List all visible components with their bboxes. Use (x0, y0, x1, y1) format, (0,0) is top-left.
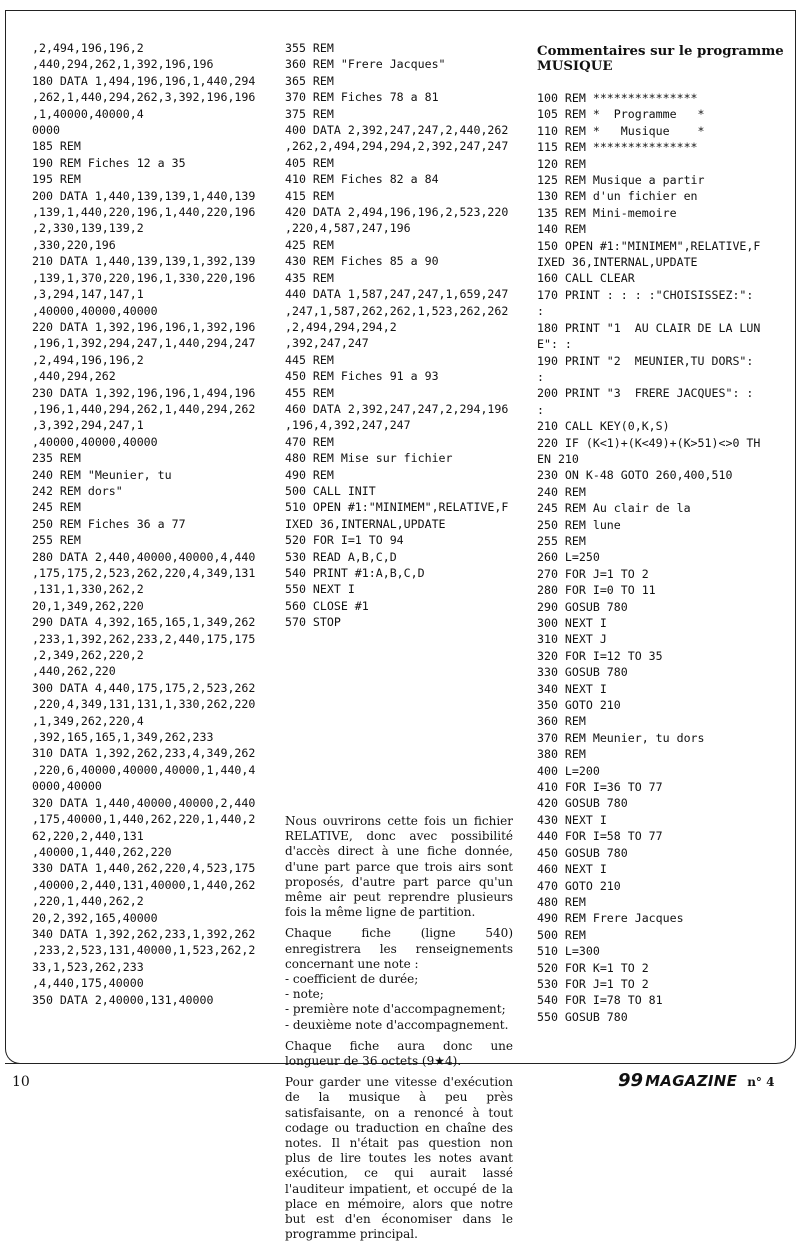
code-line: 0000,40000 (32, 779, 102, 794)
code-line: 480 REM Mise sur fichier (285, 451, 453, 466)
code-line: 540 PRINT #1:A,B,C,D (285, 566, 425, 580)
code-line: 330 GOSUB 780 (537, 665, 628, 680)
code-line: 300 NEXT I (537, 616, 607, 630)
code-line: 180 DATA 1,494,196,196,1,440,294 (32, 73, 256, 88)
code-line: ,262,2,494,294,294,2,392,247,247 (285, 139, 509, 154)
code-line: 235 REM (32, 451, 81, 466)
code-line: 100 REM *************** (537, 91, 698, 105)
code-line: ,4,440,175,40000 (32, 976, 144, 991)
code-line: 530 FOR J=1 TO 2 (537, 976, 649, 991)
code-line: 570 STOP (285, 615, 341, 630)
logo-name: MAGAZINE (645, 1072, 738, 1090)
code-line: 550 GOSUB 780 (537, 1009, 628, 1024)
paragraph-record-fields (285, 926, 513, 1032)
code-line: ,2,349,262,220,2 (32, 648, 144, 663)
code-line: 115 REM *************** (537, 140, 698, 155)
code-line: ,40000,40000,40000 (32, 303, 158, 318)
code-line: 500 CALL INIT (285, 483, 376, 498)
code-line: 470 REM (285, 434, 334, 449)
code-line: 230 ON K-48 GOTO 260,400,510 (537, 468, 733, 483)
code-line: ,233,2,523,131,40000,1,523,262,2 (32, 943, 256, 958)
code-line: ,175,175,2,523,262,220,4,349,131 (32, 566, 256, 580)
listing-column-3 (537, 90, 787, 1025)
code-line: : (537, 304, 544, 319)
code-line: ,440,294,262 (32, 369, 116, 384)
code-line: ,40000,40000,40000 (32, 434, 158, 449)
record-fields-intro: Chaque fiche (ligne 540) enregistrera les renseignements concernant une note : (285, 926, 513, 971)
code-line: 180 PRINT "1 AU CLAIR DE LA LUN (537, 320, 761, 335)
code-line: 190 PRINT "2 MEUNIER,TU DORS": (537, 353, 754, 368)
code-line: 20,1,349,262,220 (32, 598, 144, 613)
code-line: 320 FOR I=12 TO 35 (537, 648, 663, 663)
code-line: 340 DATA 1,392,262,233,1,392,262 (32, 926, 256, 941)
code-line: 160 CALL CLEAR (537, 271, 635, 286)
code-line: 310 NEXT J (537, 632, 607, 647)
code-line: 530 READ A,B,C,D (285, 549, 397, 564)
code-line: 270 FOR J=1 TO 2 (537, 566, 649, 581)
code-line: 490 REM (285, 467, 334, 482)
listing-column-2 (285, 40, 520, 631)
code-line: 33,1,523,262,233 (32, 959, 144, 974)
field-item: - note; (285, 987, 324, 1002)
code-line: ,196,4,392,247,247 (285, 418, 411, 433)
code-line: 210 DATA 1,440,139,139,1,392,139 (32, 254, 256, 269)
code-line: 410 FOR I=36 TO 77 (537, 780, 663, 795)
code-line: 260 L=250 (537, 550, 600, 565)
code-line: 140 REM (537, 222, 586, 237)
code-line: 460 NEXT I (537, 862, 607, 877)
code-line: 340 NEXT I (537, 681, 607, 696)
code-line: 62,220,2,440,131 (32, 828, 144, 843)
code-line: 150 OPEN #1:"MINIMEM",RELATIVE,F (537, 238, 761, 253)
article-text (285, 814, 513, 1248)
code-line: 350 DATA 2,40000,131,40000 (32, 992, 214, 1007)
code-line: 130 REM d'un fichier en (537, 189, 698, 204)
code-line: 540 FOR I=78 TO 81 (537, 993, 663, 1008)
code-line: 190 REM Fiches 12 a 35 (32, 155, 186, 170)
code-line: 255 REM (32, 533, 81, 548)
code-line: 450 GOSUB 780 (537, 845, 628, 860)
code-line: ,40000,1,440,262,220 (32, 844, 172, 859)
code-line: 20,2,392,165,40000 (32, 910, 158, 925)
code-line: : (537, 369, 544, 384)
code-line: 210 CALL KEY(0,K,S) (537, 419, 670, 434)
code-line: 440 DATA 1,587,247,247,1,659,247 (285, 287, 509, 302)
code-line: 280 FOR I=0 TO 11 (537, 583, 656, 598)
issue-number: n° 4 (747, 1075, 775, 1089)
code-line: 365 REM (285, 73, 334, 88)
logo-number: 99 (618, 1070, 644, 1091)
code-line: 560 CLOSE #1 (285, 598, 369, 613)
code-line: 240 REM (537, 484, 586, 499)
code-line: ,175,40000,1,440,262,220,1,440,2 (32, 812, 256, 827)
code-line: 105 REM * Programme * (537, 107, 705, 122)
code-line: ,440,262,220 (32, 664, 116, 679)
code-line: ,1,40000,40000,4 (32, 106, 144, 121)
code-line: ,262,1,440,294,262,3,392,196,196 (32, 90, 256, 105)
code-line: 280 DATA 2,440,40000,40000,4,440 (32, 549, 256, 564)
code-line: 405 REM (285, 155, 334, 170)
page-number: 10 (12, 1074, 30, 1090)
code-line: 520 FOR K=1 TO 2 (537, 960, 649, 975)
code-line: 310 DATA 1,392,262,233,4,349,262 (32, 746, 256, 761)
code-line: 290 DATA 4,392,165,165,1,349,262 (32, 615, 256, 630)
code-line: 445 REM (285, 352, 334, 367)
code-line: 120 REM (537, 156, 586, 171)
code-line: 425 REM (285, 237, 334, 252)
code-line: 135 REM Mini-memoire (537, 205, 677, 220)
code-line: 200 PRINT "3 FRERE JACQUES": : (537, 386, 754, 401)
code-line: 480 REM (537, 894, 586, 909)
code-line: 375 REM (285, 106, 334, 121)
code-line: 125 REM Musique a partir (537, 173, 705, 188)
code-line: 320 DATA 1,440,40000,40000,2,440 (32, 795, 256, 810)
code-line: EN 210 (537, 451, 579, 466)
code-line: ,233,1,392,262,233,2,440,175,175 (32, 631, 256, 646)
code-line: 520 FOR I=1 TO 94 (285, 533, 404, 548)
code-line: : (537, 402, 544, 417)
code-line: 185 REM (32, 139, 81, 154)
code-line: ,2,330,139,139,2 (32, 221, 144, 236)
code-line: 350 GOTO 210 (537, 698, 621, 713)
code-line: ,196,1,440,294,262,1,440,294,262 (32, 401, 256, 416)
code-line: 0000 (32, 123, 60, 138)
code-line: 220 IF (K<1)+(K<49)+(K>51)<>0 TH (537, 435, 761, 450)
code-line: ,220,4,349,131,131,1,330,262,220 (32, 697, 256, 712)
code-line: ,392,165,165,1,349,262,233 (32, 730, 214, 745)
paragraph-record-length: Chaque fiche aura donc une longueur de 36 octets (9★4). (285, 1038, 513, 1069)
code-line: ,3,392,294,247,1 (32, 418, 144, 433)
code-line: 510 OPEN #1:"MINIMEM",RELATIVE,F (285, 500, 509, 515)
code-line: ,440,294,262,1,392,196,196 (32, 57, 214, 72)
code-line: ,196,1,392,294,247,1,440,294,247 (32, 336, 256, 351)
code-line: 255 REM (537, 533, 586, 548)
listing-column-1 (32, 40, 272, 1008)
code-line: ,220,4,587,247,196 (285, 221, 411, 236)
code-line: ,220,1,440,262,2 (32, 894, 144, 909)
code-line: 355 REM (285, 41, 334, 55)
code-line: 230 DATA 1,392,196,196,1,494,196 (32, 385, 256, 400)
code-line: 415 REM (285, 188, 334, 203)
code-line: ,2,494,294,294,2 (285, 319, 397, 334)
code-line: 330 DATA 1,440,262,220,4,523,175 (32, 861, 256, 876)
code-line: ,392,247,247 (285, 336, 369, 351)
code-line: 400 L=200 (537, 763, 600, 778)
code-line: ,40000,2,440,131,40000,1,440,262 (32, 877, 256, 892)
code-line: 370 REM Meunier, tu dors (537, 730, 705, 745)
code-line: 500 REM (537, 927, 586, 942)
code-line: 420 GOSUB 780 (537, 796, 628, 811)
code-line: IXED 36,INTERNAL,UPDATE (285, 516, 446, 531)
code-line: 430 REM Fiches 85 a 90 (285, 254, 439, 269)
code-line: ,3,294,147,147,1 (32, 287, 144, 302)
code-line: 360 REM "Frere Jacques" (285, 57, 446, 72)
code-line: 250 REM lune (537, 517, 621, 532)
code-line: 435 REM (285, 270, 334, 285)
field-item: - coefficient de durée; (285, 972, 419, 987)
code-line: 245 REM Au clair de la (537, 501, 691, 516)
code-line: 550 NEXT I (285, 582, 355, 597)
code-line: 370 REM Fiches 78 a 81 (285, 90, 439, 105)
code-line: 290 GOSUB 780 (537, 599, 628, 614)
section-heading: Commentaires sur le programme MUSIQUE (537, 44, 784, 74)
code-line: ,247,1,587,262,262,1,523,262,262 (285, 303, 509, 318)
field-item: - première note d'accompagnement; (285, 1002, 506, 1017)
code-line: 360 REM (537, 714, 586, 729)
code-line: ,2,494,196,196,2 (32, 352, 144, 367)
code-line: ,330,220,196 (32, 237, 116, 252)
code-line: 490 REM Frere Jacques (537, 911, 684, 926)
code-line: 510 L=300 (537, 944, 600, 959)
code-line: ,2,494,196,196,2 (32, 41, 144, 55)
code-line: ,139,1,370,220,196,1,330,220,196 (32, 270, 256, 285)
code-line: 400 DATA 2,392,247,247,2,440,262 (285, 123, 509, 138)
code-line: 380 REM (537, 747, 586, 762)
code-line: 420 DATA 2,494,196,196,2,523,220 (285, 205, 509, 220)
code-line: ,220,6,40000,40000,40000,1,440,4 (32, 762, 256, 777)
code-line: 240 REM "Meunier, tu (32, 467, 172, 482)
magazine-logo (618, 1070, 774, 1091)
code-line: 250 REM Fiches 36 a 77 (32, 516, 186, 531)
code-line: 195 REM (32, 172, 81, 187)
code-line: 440 FOR I=58 TO 77 (537, 829, 663, 844)
code-line: 460 DATA 2,392,247,247,2,294,196 (285, 401, 509, 416)
code-line: 455 REM (285, 385, 334, 400)
code-line: ,1,349,262,220,4 (32, 713, 144, 728)
comments-column (537, 44, 787, 1025)
code-line: 170 PRINT : : : :"CHOISISSEZ:": (537, 287, 754, 302)
code-line: ,131,1,330,262,2 (32, 582, 144, 597)
code-line: 300 DATA 4,440,175,175,2,523,262 (32, 680, 256, 695)
code-line: 410 REM Fiches 82 a 84 (285, 172, 439, 187)
code-line: 200 DATA 1,440,139,139,1,440,139 (32, 188, 256, 203)
code-line: 245 REM (32, 500, 81, 515)
code-line: E": : (537, 337, 572, 352)
code-line: 242 REM dors" (32, 483, 123, 498)
paragraph-speed: Pour garder une vitesse d'exécution de la musique à peu près satisfaisante, on a renoncé à tout codage ou traduction en chaîne des notes. Il n'était pas question non plus de lire toutes les notes avant exécution, ce qui aurait lassé l'auditeur impatient, et occupé de la place en mémoire, alors que notre but est d'en économiser dans le programme principal. (285, 1075, 513, 1242)
code-line: 430 NEXT I (537, 812, 607, 827)
code-line: 110 REM * Musique * (537, 123, 705, 138)
paragraph-relative-file: Nous ouvrirons cette fois un fichier RELATIVE, donc avec possibilité d'accès direct à une fiche donnée, d'une part parce que trois airs sont proposés, d'autre part parce qu'un même air peut reprendre plusieurs fois la même ligne de partition. (285, 814, 513, 920)
code-line: IXED 36,INTERNAL,UPDATE (537, 255, 698, 270)
code-line: 470 GOTO 210 (537, 878, 621, 893)
code-line: ,139,1,440,220,196,1,440,220,196 (32, 205, 256, 220)
field-item: - deuxième note d'accompagnement. (285, 1017, 509, 1032)
code-line: 220 DATA 1,392,196,196,1,392,196 (32, 319, 256, 334)
code-line: 450 REM Fiches 91 a 93 (285, 369, 439, 384)
